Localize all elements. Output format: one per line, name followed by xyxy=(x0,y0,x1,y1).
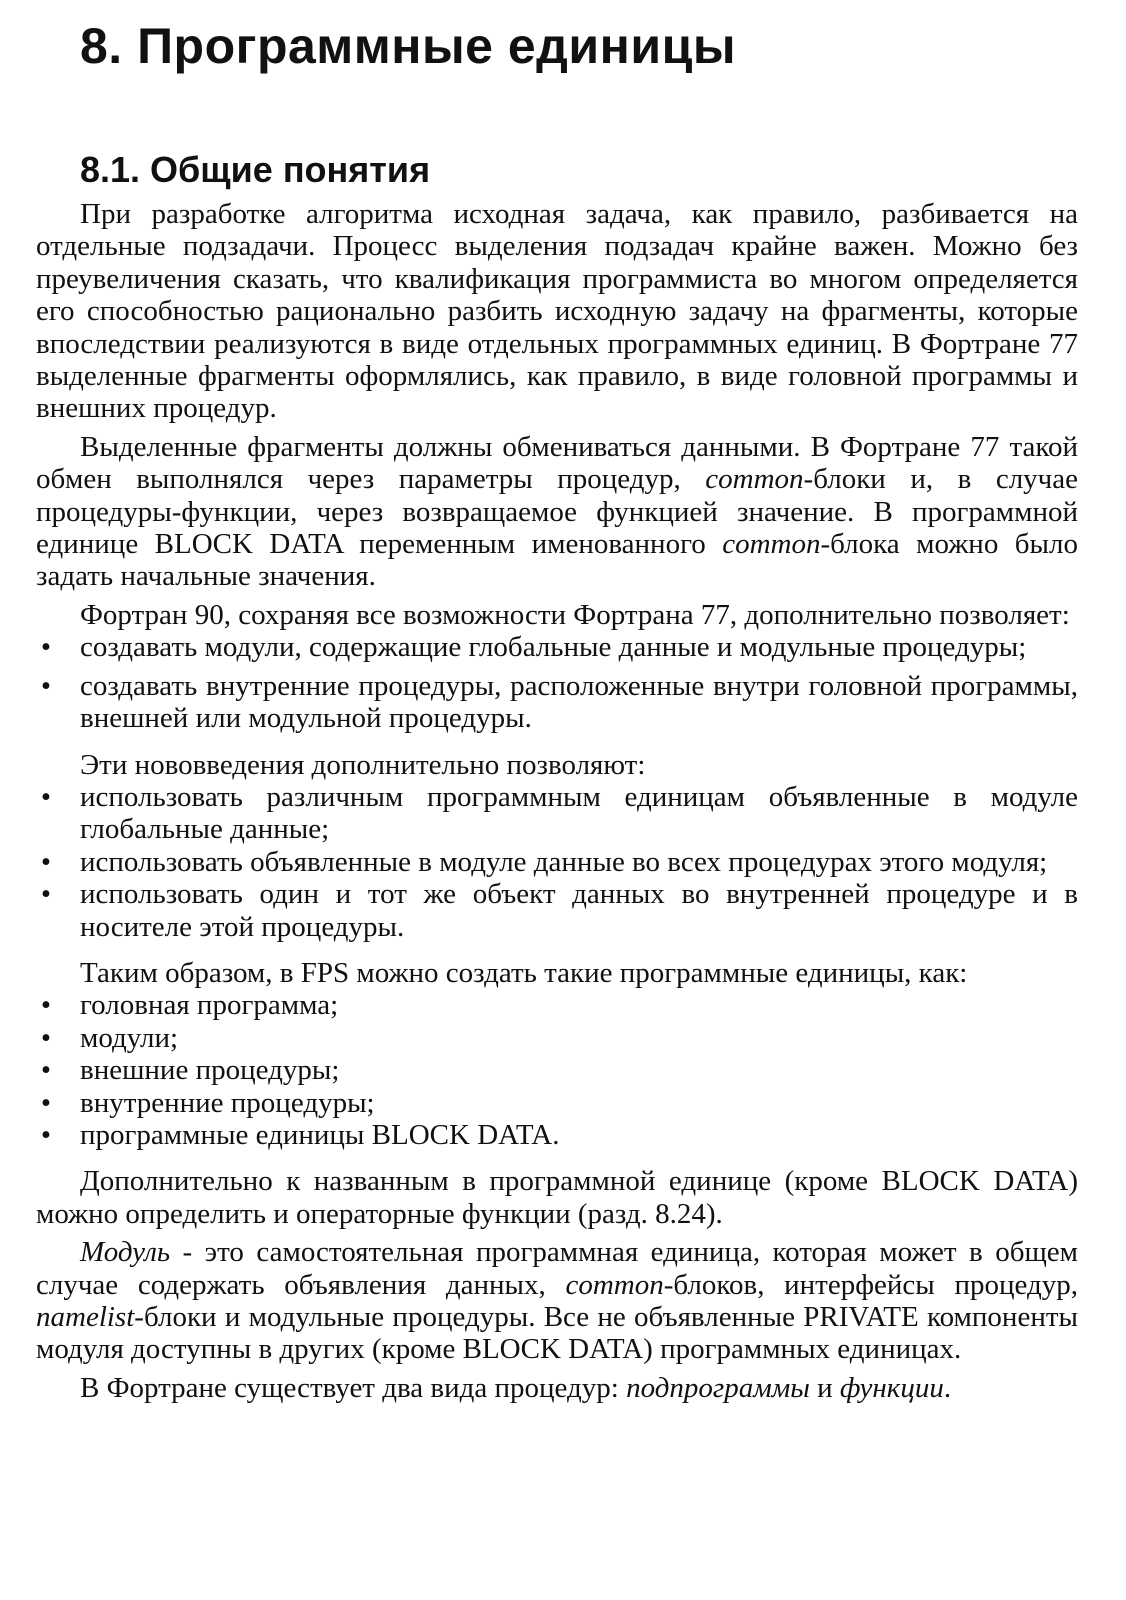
paragraph-module-text-3: -блоки и модульные процедуры. Все не объявленные PRIVATE компоненты модуля доступны в других (кроме BLOCK DATA) программных единицах. xyxy=(36,1301,1078,1366)
list-item-text: головная программа; xyxy=(80,989,339,1022)
paragraph-module-text-2: -блоков, интерфейсы процедур, xyxy=(663,1268,1078,1301)
paragraph-fortran90: Фортран 90, сохраняя все возможности Фортрана 77, дополнительно позволяет: xyxy=(80,598,1070,631)
list-item-text: создавать внутренние процедуры, расположенные внутри головной программы, внешней или модульной процедуры. xyxy=(80,669,1078,735)
module-term: Модуль xyxy=(80,1236,171,1269)
program-units-list xyxy=(36,989,1078,1151)
bullet-icon: • xyxy=(40,845,52,878)
paragraph-data-exchange-text-2: -блоки и, в случае процедуры-функции, через возвращаемое функцией значение. В программной единице BLOCK DATA переменным именованного xyxy=(36,463,1078,561)
list-item xyxy=(36,989,1078,1021)
common-term: common xyxy=(722,528,821,561)
paragraph-innovations: Эти нововведения дополнительно позволяют: xyxy=(80,748,646,781)
subroutines-term: подпрограммы xyxy=(626,1371,810,1404)
bullet-icon: • xyxy=(40,1021,52,1054)
common-term: common xyxy=(705,463,804,496)
bullet-icon: • xyxy=(40,780,52,813)
paragraph-procedure-kinds-text-2: и xyxy=(809,1371,840,1404)
list-item-text: программные единицы BLOCK DATA. xyxy=(80,1118,560,1151)
bullet-icon: • xyxy=(40,878,52,911)
paragraph-data-exchange-text-1: Выделенные фрагменты должны обмениваться данными. В Фортране 77 такой обмен выполнялся через параметры процедур, xyxy=(36,430,1078,496)
list-item xyxy=(36,1087,1078,1119)
list-item-text: внешние процедуры; xyxy=(80,1054,340,1087)
paragraph-procedure-kinds-text-1: В Фортране существует два вида процедур: xyxy=(80,1371,627,1404)
bullet-icon: • xyxy=(40,1118,52,1151)
paragraph-program-units: Таким образом, в FPS можно создать такие программные единицы, как: xyxy=(80,956,968,989)
bullet-icon: • xyxy=(40,1086,52,1119)
paragraph-module-text-1: - это самостоятельная программная единица, которая может в общем случае содержать объявления данных, xyxy=(36,1236,1078,1301)
list-item-text: использовать объявленные в модуле данные во всех процедурах этого модуля; xyxy=(80,845,1048,878)
list-item xyxy=(36,1054,1078,1086)
bullet-icon: • xyxy=(40,631,52,664)
chapter-title: 8. Программные единицы xyxy=(80,18,737,74)
list-item xyxy=(36,781,1078,846)
section-title: 8.1. Общие понятия xyxy=(80,149,431,190)
list-item-text: создавать модули, содержащие глобальные данные и модульные процедуры; xyxy=(80,631,1027,664)
paragraph-data-exchange xyxy=(36,431,1078,593)
list-item xyxy=(36,1119,1078,1151)
innovations-list xyxy=(36,781,1078,943)
list-item xyxy=(36,846,1078,878)
paragraph-intro: При разработке алгоритма исходная задача, как правило, разбивается на отдельные подзадачи. Процесс выделения подзадач крайне важен. Можно без преувеличения сказать, что квалификация программиста во многом определяется его способностью рационально разбить исходную задачу на фрагменты, которые впоследствии реализуются в виде отдельных программных единиц. В Фортране 77 выделенные фрагменты оформлялись, как правило, в виде головной программы и внешних процедур. xyxy=(36,198,1078,425)
bullet-icon: • xyxy=(40,1054,52,1087)
bullet-icon: • xyxy=(40,989,52,1022)
list-item-text: внутренние процедуры; xyxy=(80,1086,375,1119)
list-item xyxy=(36,631,1078,663)
fortran90-features-list xyxy=(36,631,1078,734)
paragraph-procedure-kinds xyxy=(36,1372,1078,1404)
list-item-text: использовать один и тот же объект данных во внутренней процедуре и в носителе этой процедуры. xyxy=(80,878,1078,943)
paragraph-procedure-kinds-text-3: . xyxy=(943,1371,952,1404)
list-item-text: модули; xyxy=(80,1021,179,1054)
paragraph-statement-functions: Дополнительно к названным в программной единице (кроме BLOCK DATA) можно определить и операторные функции (разд. 8.24). xyxy=(36,1165,1078,1230)
list-item-text: использовать различным программным единицам объявленные в модуле глобальные данные; xyxy=(80,780,1078,846)
list-item xyxy=(36,1022,1078,1054)
paragraph-module xyxy=(36,1236,1078,1366)
functions-term: функции xyxy=(839,1371,944,1404)
list-item xyxy=(36,670,1078,735)
bullet-icon: • xyxy=(40,669,52,702)
paragraph-data-exchange-text-3: -блока можно было задать начальные значения. xyxy=(36,528,1078,593)
list-item xyxy=(36,878,1078,943)
common-term: common xyxy=(565,1268,664,1301)
namelist-term: namelist xyxy=(36,1301,135,1333)
